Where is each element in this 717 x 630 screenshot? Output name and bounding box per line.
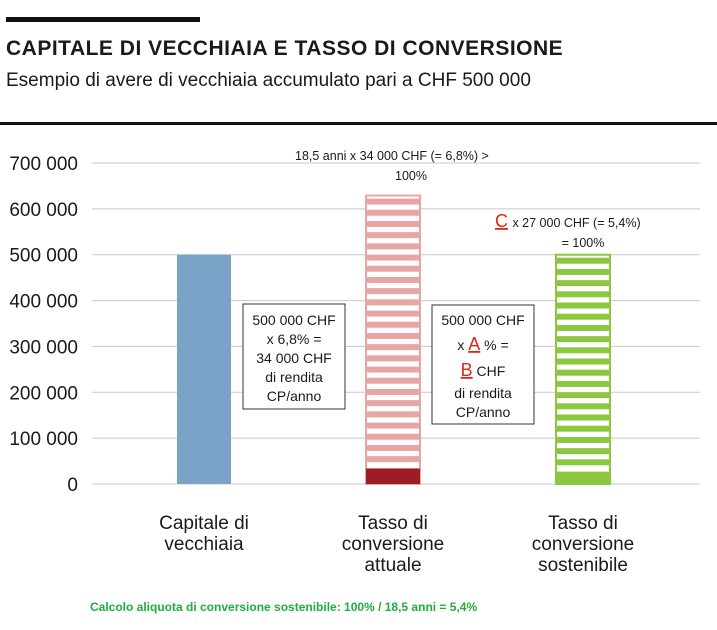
bar-2-stripe bbox=[367, 199, 419, 205]
chart-title: CAPITALE DI VECCHIAIA E TASSO DI CONVERSIONE bbox=[6, 37, 564, 60]
category-label-line: conversione bbox=[341, 534, 445, 555]
bar-2-stripe bbox=[367, 232, 419, 238]
bar-3-stripe bbox=[557, 347, 609, 353]
bar-3-stripe bbox=[557, 437, 609, 443]
bar-3 bbox=[556, 255, 610, 484]
y-tick-label: 600 000 bbox=[9, 199, 78, 221]
y-tick-label: 300 000 bbox=[9, 337, 78, 359]
bar-3-stripe bbox=[557, 403, 609, 409]
bar-2-stripe bbox=[367, 266, 419, 272]
box1-line1: 500 000 CHF bbox=[252, 312, 336, 328]
box1-line4: di rendita bbox=[265, 369, 323, 385]
bar-3-stripe bbox=[557, 448, 609, 454]
bar-2-pension-segment bbox=[366, 468, 420, 484]
category-label-line: sostenibile bbox=[538, 555, 628, 576]
category-label-line: Tasso di bbox=[358, 513, 428, 534]
y-tick-label: 400 000 bbox=[9, 291, 78, 313]
bar-3-stripe bbox=[557, 459, 609, 465]
bar-2-stripe bbox=[367, 221, 419, 227]
bar-2-stripe bbox=[367, 378, 419, 384]
category-label-line: vecchiaia bbox=[164, 534, 244, 555]
box2-line3: B CHF bbox=[460, 360, 506, 380]
letter-b: B bbox=[460, 360, 473, 380]
bar2-annotation-line2: 100% bbox=[395, 169, 427, 183]
bar-3-stripe bbox=[557, 314, 609, 320]
bar-2-stripe bbox=[367, 456, 419, 462]
category-label-3 bbox=[532, 513, 634, 576]
bar-1 bbox=[177, 255, 231, 484]
y-tick-label: 200 000 bbox=[9, 383, 78, 405]
bar-3-stripe bbox=[557, 325, 609, 331]
bar-3-stripe bbox=[557, 291, 609, 297]
bar-3-stripe bbox=[557, 415, 609, 421]
bar-3-pension-segment bbox=[556, 472, 610, 484]
box2-line2: x A % = bbox=[457, 334, 509, 354]
bar-3-stripe bbox=[557, 269, 609, 275]
box2-line1: 500 000 CHF bbox=[441, 312, 525, 328]
bar-2-stripe bbox=[367, 367, 419, 373]
category-label-line: conversione bbox=[531, 534, 635, 555]
category-label-2 bbox=[342, 513, 444, 576]
category-label-1 bbox=[159, 513, 249, 555]
y-tick-label: 0 bbox=[67, 475, 78, 496]
bar2-annotation-line1: 18,5 anni x 34 000 CHF (= 6,8%) > bbox=[295, 149, 489, 163]
y-tick-label: 700 000 bbox=[9, 154, 78, 175]
bar-3-stripe bbox=[557, 370, 609, 376]
bar-2-stripe bbox=[367, 344, 419, 350]
box1-line3: 34 000 CHF bbox=[256, 350, 332, 366]
bar-3-stripe bbox=[557, 359, 609, 365]
bar-3-stripe bbox=[557, 303, 609, 309]
bar-2-stripe bbox=[367, 210, 419, 216]
bar-3-stripe bbox=[557, 258, 609, 264]
bar-2-stripe bbox=[367, 243, 419, 249]
chart-subtitle: Esempio di avere di vecchiaia accumulato pari a CHF 500 000 bbox=[6, 70, 531, 91]
bars bbox=[177, 196, 610, 484]
bar3-annotation-text: x 27 000 CHF (= 5,4%) bbox=[512, 216, 641, 230]
bar-2-stripe bbox=[367, 288, 419, 294]
bar-2-stripe bbox=[367, 411, 419, 417]
bar-2-stripe bbox=[367, 389, 419, 395]
bar-3-stripe bbox=[557, 392, 609, 398]
bar-3-stripe bbox=[557, 336, 609, 342]
bar-2-stripe bbox=[367, 434, 419, 440]
letter-a: A bbox=[468, 334, 481, 354]
category-label-line: Capitale di bbox=[159, 513, 249, 534]
bar3-annotation-line1 bbox=[495, 211, 641, 231]
y-tick-label: 100 000 bbox=[9, 429, 78, 451]
bar-2-stripe bbox=[367, 299, 419, 305]
bar-2-stripe bbox=[367, 333, 419, 339]
bar-2-stripe bbox=[367, 255, 419, 261]
box1-line5: CP/anno bbox=[266, 388, 322, 404]
bar-2-outline bbox=[366, 196, 420, 484]
bar-2-stripe bbox=[367, 400, 419, 406]
box2-line4: di rendita bbox=[454, 385, 512, 401]
bar-2 bbox=[366, 196, 420, 484]
category-label-line: attuale bbox=[364, 555, 422, 576]
box1-line2: x 6,8% = bbox=[266, 331, 322, 347]
bar-3-stripe bbox=[557, 426, 609, 432]
bar-2-stripe bbox=[367, 355, 419, 361]
y-tick-label: 500 000 bbox=[9, 245, 78, 267]
box2-line5: CP/anno bbox=[455, 404, 511, 420]
bar-3-stripe bbox=[557, 280, 609, 286]
bar-2-stripe bbox=[367, 445, 419, 451]
bar-2-stripe bbox=[367, 311, 419, 317]
letter-c: C bbox=[495, 211, 508, 231]
category-label-line: Tasso di bbox=[548, 513, 618, 534]
category-labels bbox=[159, 513, 634, 576]
bar3-annotation-line2: = 100% bbox=[561, 236, 605, 250]
bar-2-stripe bbox=[367, 277, 419, 283]
y-axis-ticks bbox=[9, 154, 78, 496]
bar-3-stripe bbox=[557, 381, 609, 387]
bar-2-stripe bbox=[367, 423, 419, 429]
formula-note: Calcolo aliquota di conversione sostenibile: 100% / 18,5 anni = 5,4% bbox=[90, 600, 478, 614]
bar-2-stripe bbox=[367, 322, 419, 328]
